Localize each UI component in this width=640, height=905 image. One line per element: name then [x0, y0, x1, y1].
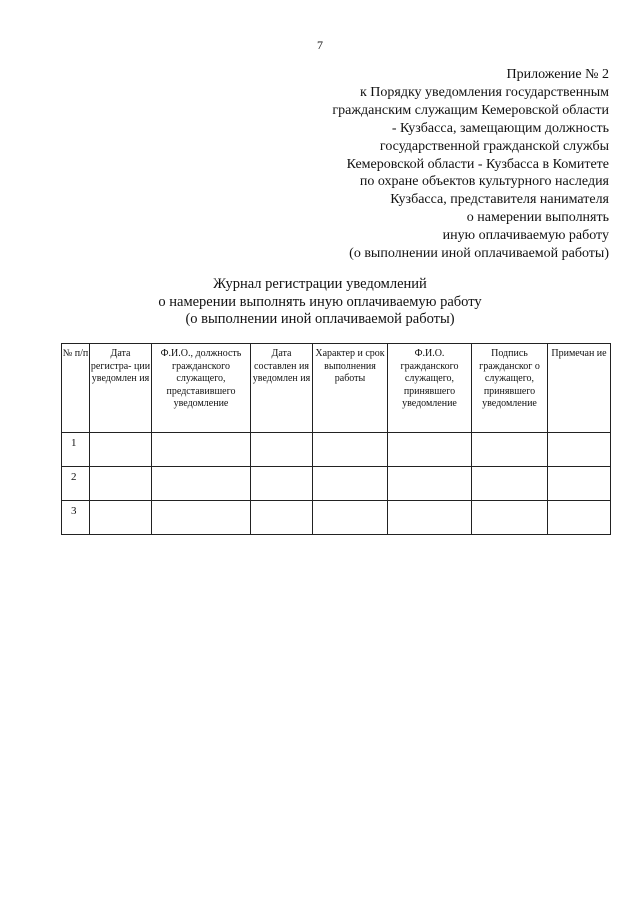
table-cell [548, 501, 611, 535]
table-cell: 2 [62, 467, 90, 501]
table-cell [313, 467, 388, 501]
appendix-line: по охране объектов культурного наследия [359, 174, 609, 190]
appendix-line: о намерении выполнять [466, 210, 609, 226]
journal-title-line: Журнал регистрации уведомлений [213, 276, 427, 292]
table-cell [472, 467, 548, 501]
table-cell [90, 501, 152, 535]
journal-title-line: о намерении выполнять иную оплачиваемую работу [158, 293, 482, 310]
appendix-line: Приложение № 2 [506, 67, 609, 82]
table-cell [472, 433, 548, 467]
registration-table [61, 343, 611, 535]
appendix-line: - Кузбасса, замещающим должность [391, 120, 609, 136]
table-cell [313, 433, 388, 467]
table-cell [152, 467, 251, 501]
appendix-line: гражданским служащим Кемеровской области [332, 102, 609, 118]
table-cell [152, 501, 251, 535]
table-cell [388, 501, 472, 535]
table-cell [251, 501, 313, 535]
appendix-line: Кузбасса, представителя нанимателя [390, 192, 609, 208]
page-number: 7 [317, 38, 323, 52]
appendix-line: к Порядку уведомления государственным [359, 84, 609, 100]
appendix-line: иную оплачиваемую работу [442, 228, 609, 244]
table-cell [251, 433, 313, 467]
journal-title-line: (о выполнении иной оплачиваемой работы) [185, 311, 455, 327]
table-cell: 3 [62, 501, 90, 535]
table-cell [548, 467, 611, 501]
header-submitter: Ф.И.О., должность гражданского служащего, представившего уведомление [152, 344, 251, 433]
appendix-line: Кемеровской области - Кузбасса в Комитете [346, 156, 609, 172]
appendix-header [279, 66, 609, 263]
header-signature: Подпись гражданског о служащего, принявшего уведомление [472, 344, 548, 433]
table-cell [472, 501, 548, 535]
header-receiver: Ф.И.О. гражданского служащего, принявшего уведомление [388, 344, 472, 433]
table-cell [90, 467, 152, 501]
table-cell [388, 467, 472, 501]
header-registration-date: Дата регистра- ции уведомлен ия [90, 344, 152, 433]
header-notice-date: Дата составлен ия уведомлен ия [251, 344, 313, 433]
table-cell [251, 467, 313, 501]
table-row [62, 467, 611, 501]
table-cell: 1 [62, 433, 90, 467]
journal-title [0, 276, 640, 329]
table-row [62, 501, 611, 535]
table-cell [313, 501, 388, 535]
header-work-nature: Характер и срок выполнения работы [313, 344, 388, 433]
table-cell [152, 433, 251, 467]
header-note: Примечан ие [548, 344, 611, 433]
table-cell [90, 433, 152, 467]
table-header-row [62, 344, 611, 433]
appendix-line: государственной гражданской службы [379, 138, 609, 154]
appendix-line: (о выполнении иной оплачиваемой работы) [349, 246, 609, 262]
table-cell [548, 433, 611, 467]
table-cell [388, 433, 472, 467]
table-row [62, 433, 611, 467]
header-number: № п/п [62, 344, 90, 433]
